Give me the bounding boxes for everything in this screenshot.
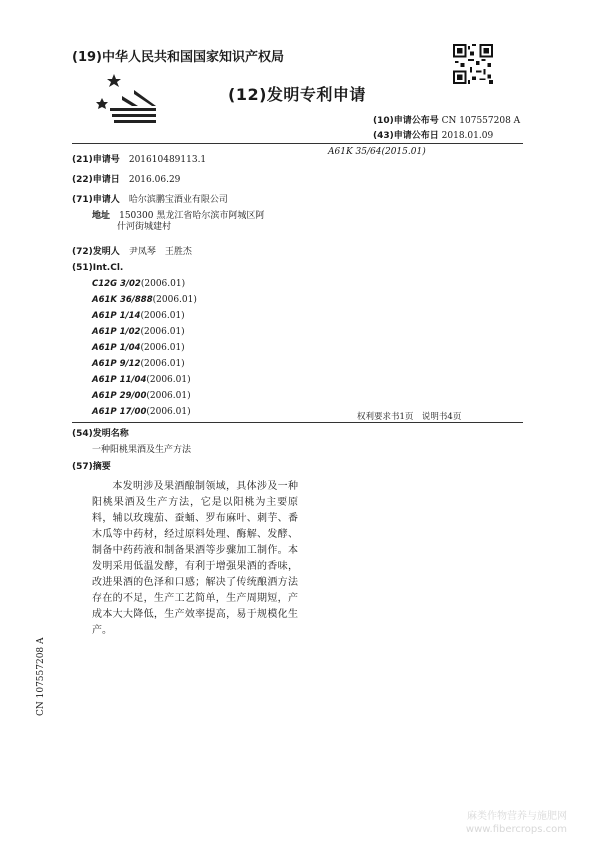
- applicant-label: (71)申请人: [72, 195, 120, 205]
- int-cl-item: [92, 407, 191, 417]
- application-date-label: (22)申请日: [72, 175, 120, 185]
- int-cl-label: (51)Int.Cl.: [72, 263, 124, 273]
- int-cl-code: A61P 11/04: [92, 375, 147, 385]
- int-cl-code: C12G 3/02: [92, 279, 141, 289]
- int-cl-code: A61P 9/12: [92, 359, 141, 369]
- application-number-label: (21)申请号: [72, 155, 120, 165]
- publication-number: [373, 113, 520, 126]
- applicant-value: 哈尔滨鹏宝酒业有限公司: [128, 195, 228, 205]
- watermark-line-1: 麻类作物营养与施肥网: [467, 811, 567, 822]
- int-cl-version: (2006.01): [146, 407, 191, 417]
- int-cl-version: (2006.01): [140, 327, 185, 337]
- spine-publication-number: CN 107557208 A: [36, 637, 46, 716]
- int-cl-item: [92, 311, 185, 321]
- int-cl-item: [92, 359, 185, 369]
- application-date-value: 2016.06.29: [128, 175, 181, 185]
- int-cl-code: A61P 29/00: [92, 391, 147, 401]
- int-cl-item: [92, 375, 191, 385]
- int-cl-item: [92, 279, 185, 289]
- int-cl-version: (2006.01): [140, 311, 185, 321]
- inventors-value: 尹凤琴 王胜杰: [128, 247, 192, 257]
- invention-title-label: (54)发明名称: [72, 429, 129, 439]
- application-number-value: 201610489113.1: [128, 155, 207, 165]
- application-date: [72, 167, 180, 186]
- abstract-body: 本发明涉及果酒酿制领域，具体涉及一种阳桃果酒及生产方法，它是以阳桃为主要原料，辅以玫瑰茄、蚕蛹、罗布麻叶、刺芋、番木瓜等中药材，经过原料处理、酶解、发酵、制备中药药液和制备果酒等步骤加工制作。本发明采用低温发酵，有利于增强果酒的香味，改进果酒的色泽和口感；解决了传统酿酒方法存在的不足，生产工艺简单，生产周期短，产成本大大降低，生产效率提高，易于规模化生产。: [92, 481, 298, 636]
- biblio-divider: [72, 422, 523, 423]
- watermark: [466, 810, 567, 836]
- abstract-label: (57)摘要: [72, 462, 111, 472]
- int-cl-version: (2006.01): [152, 295, 197, 305]
- invention-title: 一种阳桃果酒及生产方法: [92, 445, 192, 455]
- header-divider: [72, 143, 523, 144]
- ipc-main-classification: A61K 35/64(2015.01): [328, 147, 426, 157]
- inventors-label: (72)发明人: [72, 247, 120, 257]
- inventors: [72, 239, 192, 258]
- address-label: 地址: [92, 211, 111, 221]
- publication-date-label: (43)申请公布日: [373, 131, 439, 141]
- publication-date: [373, 128, 493, 141]
- int-cl-item: [92, 327, 185, 337]
- int-cl-version: (2006.01): [146, 375, 191, 385]
- int-cl-item: [92, 343, 185, 353]
- int-cl-code: A61K 36/888: [92, 295, 153, 305]
- address-line-1: 150300 黑龙江省哈尔滨市阿城区阿: [119, 211, 265, 221]
- int-cl-version: (2006.01): [140, 359, 185, 369]
- int-cl-code: A61P 1/14: [92, 311, 141, 321]
- publication-number-value: CN 107557208 A: [441, 116, 521, 126]
- address-line-2: 什河街城建村: [117, 222, 172, 232]
- document-type-title: (12)发明专利申请: [228, 85, 366, 104]
- int-cl-version: (2006.01): [140, 279, 186, 289]
- office-name: (19)中华人民共和国国家知识产权局: [72, 50, 284, 65]
- abstract-text: [92, 479, 298, 639]
- publication-date-value: 2018.01.09: [441, 131, 494, 141]
- int-cl-code: A61P 1/04: [92, 343, 141, 353]
- int-cl-version: (2006.01): [146, 391, 191, 401]
- int-cl-code: A61P 17/00: [92, 407, 147, 417]
- page-counts: 权利要求书1页 说明书4页: [357, 412, 462, 422]
- int-cl-item: [92, 295, 197, 305]
- national-emblem-icon: [94, 70, 158, 128]
- int-cl-item: [92, 391, 191, 401]
- publication-number-label: (10)申请公布号: [373, 116, 439, 126]
- int-cl-code: A61P 1/02: [92, 327, 141, 337]
- application-number: [72, 147, 206, 166]
- watermark-line-2: www.fibercrops.com: [465, 824, 567, 835]
- int-cl-version: (2006.01): [140, 343, 185, 353]
- qr-code-icon: [453, 44, 493, 84]
